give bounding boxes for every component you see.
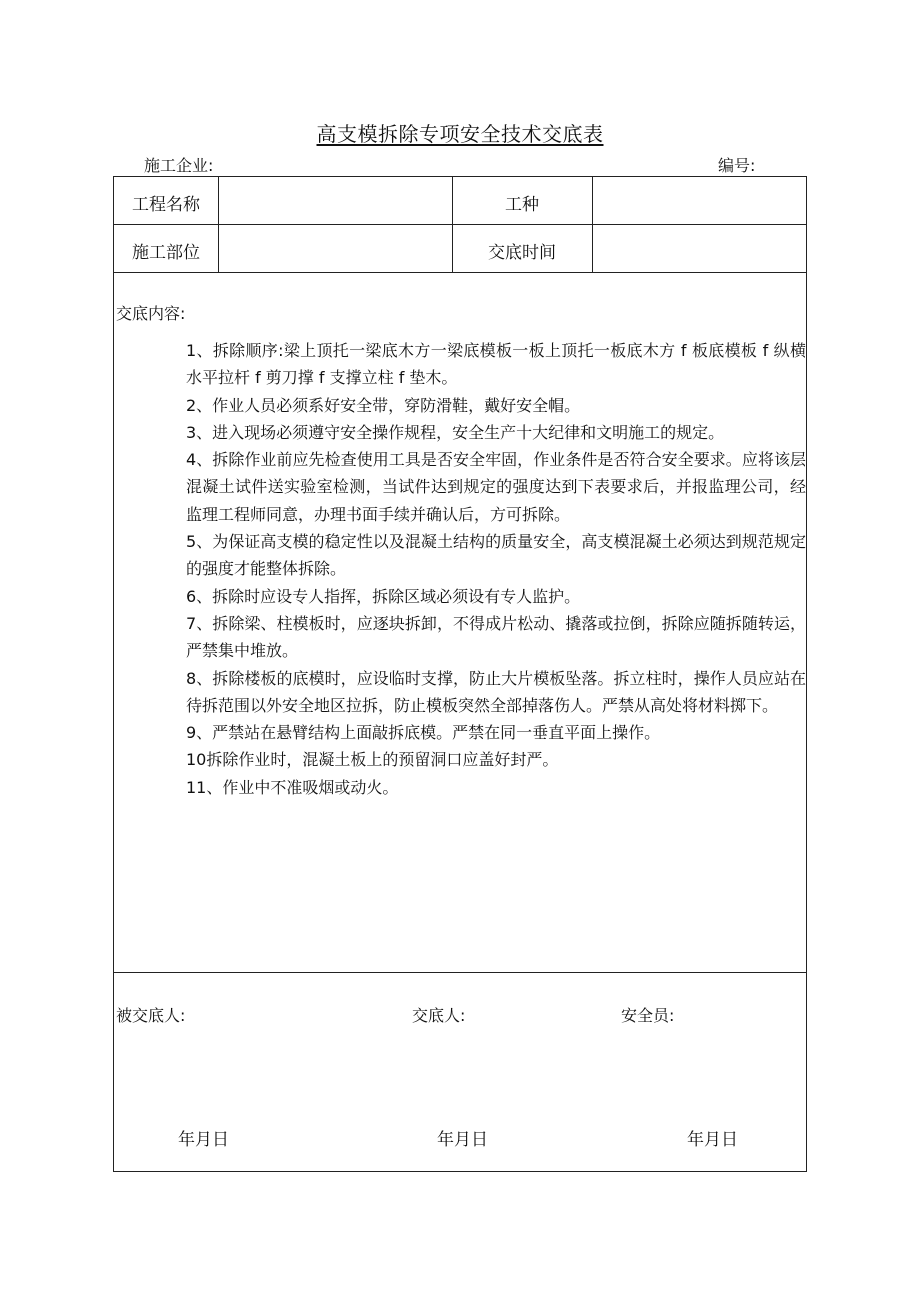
disclosure-form: [113, 176, 807, 1172]
list-item: 9、严禁站在悬臂结构上面敲拆底模。严禁在同一垂直平面上操作。: [186, 723, 661, 743]
time-label: 交底时间: [488, 243, 556, 263]
location-value[interactable]: [218, 238, 452, 260]
discloser-signature-label: 交底人:: [412, 1006, 466, 1025]
list-item: 6、拆除时应设专人指挥，拆除区域必须设有专人监护。: [186, 586, 581, 606]
list-item: 3、进入现场必须遵守安全操作规程，安全生产十大纪律和文明施工的规定。: [186, 422, 725, 442]
list-item: 8、拆除楼板的底模时，应设临时支撑，防止大片模板坠落。拆立柱时，操作人员应站在待拆范围以外安全地区拉拆，防止模板突然全部掉落伤人。严禁从高处将材料掷下。: [186, 668, 806, 715]
safety-officer-date-label: 年月日: [687, 1130, 738, 1150]
row-divider: [114, 272, 806, 273]
time-value[interactable]: [592, 238, 806, 260]
list-item: 10拆除作业时，混凝土板上的预留洞口应盖好封严。: [186, 750, 559, 770]
receiver-date-label: 年月日: [178, 1130, 229, 1150]
disclosure-items: [186, 337, 806, 801]
content-heading: 交底内容:: [116, 304, 186, 323]
page-title: [0, 118, 920, 147]
discloser-date-label: 年月日: [437, 1130, 488, 1150]
list-item: 2、作业人员必须系好安全带，穿防滑鞋，戴好安全帽。: [186, 395, 581, 415]
list-item: 4、拆除作业前应先检查使用工具是否安全牢固，作业条件是否符合安全要求。应将该层混凝土试件送实验室检测，当试件达到规定的强度达到下表要求后，并报监理公司，经监理工程师同意，办理书面手续并确认后，方可拆除。: [186, 450, 806, 524]
trade-label: 工种: [505, 195, 539, 215]
list-item: 1、拆除顺序:梁上顶托一梁底木方一梁底模板一板上顶托一板底木方 f 板底模板 f 纵横水平拉杆 f 剪刀撑 f 支撑立柱 f 垫木。: [186, 341, 806, 388]
number-label: 编号:: [718, 156, 756, 175]
company-label: 施工企业:: [144, 156, 214, 175]
row-divider: [114, 972, 806, 973]
safety-officer-signature-label: 安全员:: [621, 1006, 675, 1025]
title-text: 高支模拆除专项安全技术交底表: [316, 122, 604, 146]
list-item: 5、为保证高支模的稳定性以及混凝土结构的质量安全，高支模混凝土必须达到规范规定的强度才能整体拆除。: [186, 532, 806, 579]
list-item: 7、拆除梁、柱模板时，应逐块拆卸，不得成片松动、撬落或拉倒，拆除应随拆随转运，严禁集中堆放。: [186, 613, 806, 661]
receiver-signature-label: 被交底人:: [116, 1006, 186, 1025]
location-label: 施工部位: [132, 243, 200, 263]
project-name-value[interactable]: [218, 190, 452, 212]
trade-value[interactable]: [592, 190, 806, 212]
list-item: 11、作业中不准吸烟或动火。: [186, 777, 399, 797]
project-name-label: 工程名称: [132, 195, 200, 215]
